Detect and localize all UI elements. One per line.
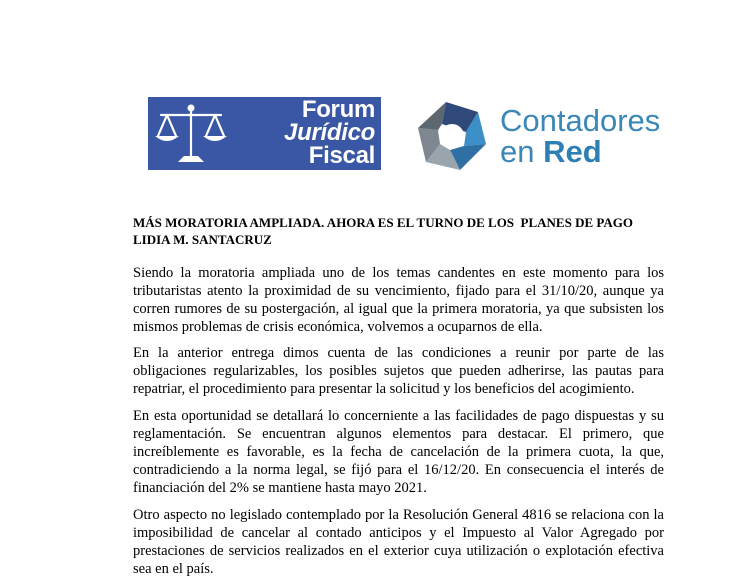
article-author: LIDIA M. SANTACRUZ xyxy=(133,232,272,247)
logo-text-contadores: Contadores xyxy=(500,103,661,138)
paragraph-3: En esta oportunidad se detallará lo concerniente a las facilidades de pago dispuestas y su reglamentación. Se encuentran algunos elementos para destacar. El primero, que increíblemente es favorable, es la fecha de cancelación de la primera cuota, la que, contradiciendo a la norma legal, se fijó para el 16/12/20. En consecuencia el interés de financiación del 2% se mantiene hasta mayo 2021. xyxy=(133,408,664,496)
article-heading xyxy=(133,214,673,248)
logo-text-red: Red xyxy=(543,134,602,169)
article-title: MÁS MORATORIA AMPLIADA. AHORA ES EL TURNO DE LOS PLANES DE PAGO xyxy=(133,215,633,230)
logo-text-fiscal: Fiscal xyxy=(308,142,375,169)
forum-juridico-fiscal-logo xyxy=(148,97,381,170)
paragraph-2: En la anterior entrega dimos cuenta de las condiciones a reunir por parte de las obligaciones regularizables, los posibles sujetos que pueden adherirse, las pautas para repatriar, el procedimiento para presentar la solicitud y los beneficios del acogimiento. xyxy=(133,345,664,397)
contadores-en-red-logo xyxy=(412,96,672,176)
logo-text-juridico: Jurídico xyxy=(284,119,375,146)
paragraph-1: Siendo la moratoria ampliada uno de los temas candentes en este momento para los tributaristas atento la proximidad de su vencimiento, fijado para el 31/10/20, aunque ya corren rumores de su postergación, al igual que la primera moratoria, ya que subsisten los mismos problemas de crisis económica, volvemos a ocuparnos de ella. xyxy=(133,265,664,335)
camera-aperture-icon xyxy=(412,96,492,176)
logo-text-en: en xyxy=(500,134,544,169)
scales-of-justice-icon xyxy=(152,102,230,166)
logo-text-forum: Forum xyxy=(301,96,375,123)
paragraph-4: Otro aspecto no legislado contemplado por la Resolución General 4816 se relaciona con la imposibilidad de cancelar al contado anticipos y el Impuesto al Valor Agregado por prestaciones de servicios realizados en el exterior cuya utilización o explotación efectiva sea en el país. xyxy=(133,507,664,577)
